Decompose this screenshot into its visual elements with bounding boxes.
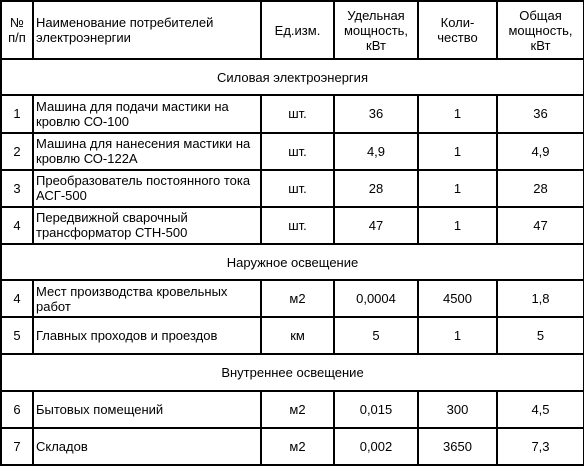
table-row — [1, 133, 584, 170]
header-num-label: № п/п — [8, 15, 26, 46]
row-num: 4 — [1, 207, 33, 244]
header-name-label: Наименование потребителей электроэнергии — [36, 15, 214, 46]
header-specific-power-label: Удельная мощность, кВт — [343, 7, 409, 53]
row-num: 6 — [1, 391, 33, 428]
row-num: 7 — [1, 428, 33, 465]
row-num: 4 — [1, 280, 33, 317]
row-unit: шт. — [261, 207, 334, 244]
row-quantity: 1 — [418, 317, 497, 354]
header-unit-label: Ед.изм. — [274, 22, 321, 38]
row-num: 1 — [1, 95, 33, 132]
table-row — [1, 428, 584, 465]
row-name: Мест производства кровельных работ — [33, 280, 261, 317]
row-unit: м2 — [261, 428, 334, 465]
section-row — [1, 354, 584, 390]
row-quantity: 4500 — [418, 280, 497, 317]
header-quantity — [418, 1, 497, 59]
row-num: 5 — [1, 317, 33, 354]
header-total-power — [497, 1, 584, 59]
table-row — [1, 207, 584, 244]
row-quantity: 1 — [418, 207, 497, 244]
row-total-power: 1,8 — [497, 280, 584, 317]
row-name: Передвижной сварочный трансформатор СТН-500 — [33, 207, 261, 244]
row-quantity: 3650 — [418, 428, 497, 465]
header-unit — [261, 1, 334, 59]
header-quantity-label: Коли-чество — [437, 15, 478, 46]
row-unit: м2 — [261, 391, 334, 428]
row-name: Преобразователь постоянного тока АСГ-500 — [33, 170, 261, 207]
table-row — [1, 391, 584, 428]
section-title: Силовая электроэнергия — [1, 59, 584, 95]
row-specific-power: 5 — [334, 317, 418, 354]
row-specific-power: 4,9 — [334, 133, 418, 170]
row-total-power: 4,5 — [497, 391, 584, 428]
table-row — [1, 95, 584, 132]
row-unit: шт. — [261, 95, 334, 132]
row-unit: м2 — [261, 280, 334, 317]
section-title: Наружное освещение — [1, 244, 584, 280]
table-row — [1, 317, 584, 354]
header-specific-power — [334, 1, 418, 59]
row-total-power: 4,9 — [497, 133, 584, 170]
row-num: 3 — [1, 170, 33, 207]
section-title: Внутреннее освещение — [1, 354, 584, 390]
header-total-power-label: Общая мощность, кВт — [508, 7, 573, 53]
row-name: Главных проходов и проездов — [33, 317, 261, 354]
table-header-row — [1, 1, 584, 59]
section-row — [1, 59, 584, 95]
row-quantity: 1 — [418, 95, 497, 132]
row-quantity: 1 — [418, 170, 497, 207]
table-row — [1, 280, 584, 317]
row-name: Машина для подачи мастики на кровлю СО-100 — [33, 95, 261, 132]
row-specific-power: 47 — [334, 207, 418, 244]
row-specific-power: 0,002 — [334, 428, 418, 465]
header-name — [33, 1, 261, 59]
row-total-power: 36 — [497, 95, 584, 132]
row-name: Машина для нанесения мастики на кровлю СО-122А — [33, 133, 261, 170]
row-total-power: 47 — [497, 207, 584, 244]
row-unit: км — [261, 317, 334, 354]
row-specific-power: 0,015 — [334, 391, 418, 428]
row-total-power: 7,3 — [497, 428, 584, 465]
row-name: Бытовых помещений — [33, 391, 261, 428]
row-quantity: 1 — [418, 133, 497, 170]
row-unit: шт. — [261, 133, 334, 170]
row-name: Складов — [33, 428, 261, 465]
row-unit: шт. — [261, 170, 334, 207]
row-specific-power: 0,0004 — [334, 280, 418, 317]
row-specific-power: 28 — [334, 170, 418, 207]
row-num: 2 — [1, 133, 33, 170]
row-specific-power: 36 — [334, 95, 418, 132]
table-row — [1, 170, 584, 207]
row-quantity: 300 — [418, 391, 497, 428]
header-num — [1, 1, 33, 59]
section-row — [1, 244, 584, 280]
row-total-power: 28 — [497, 170, 584, 207]
row-total-power: 5 — [497, 317, 584, 354]
